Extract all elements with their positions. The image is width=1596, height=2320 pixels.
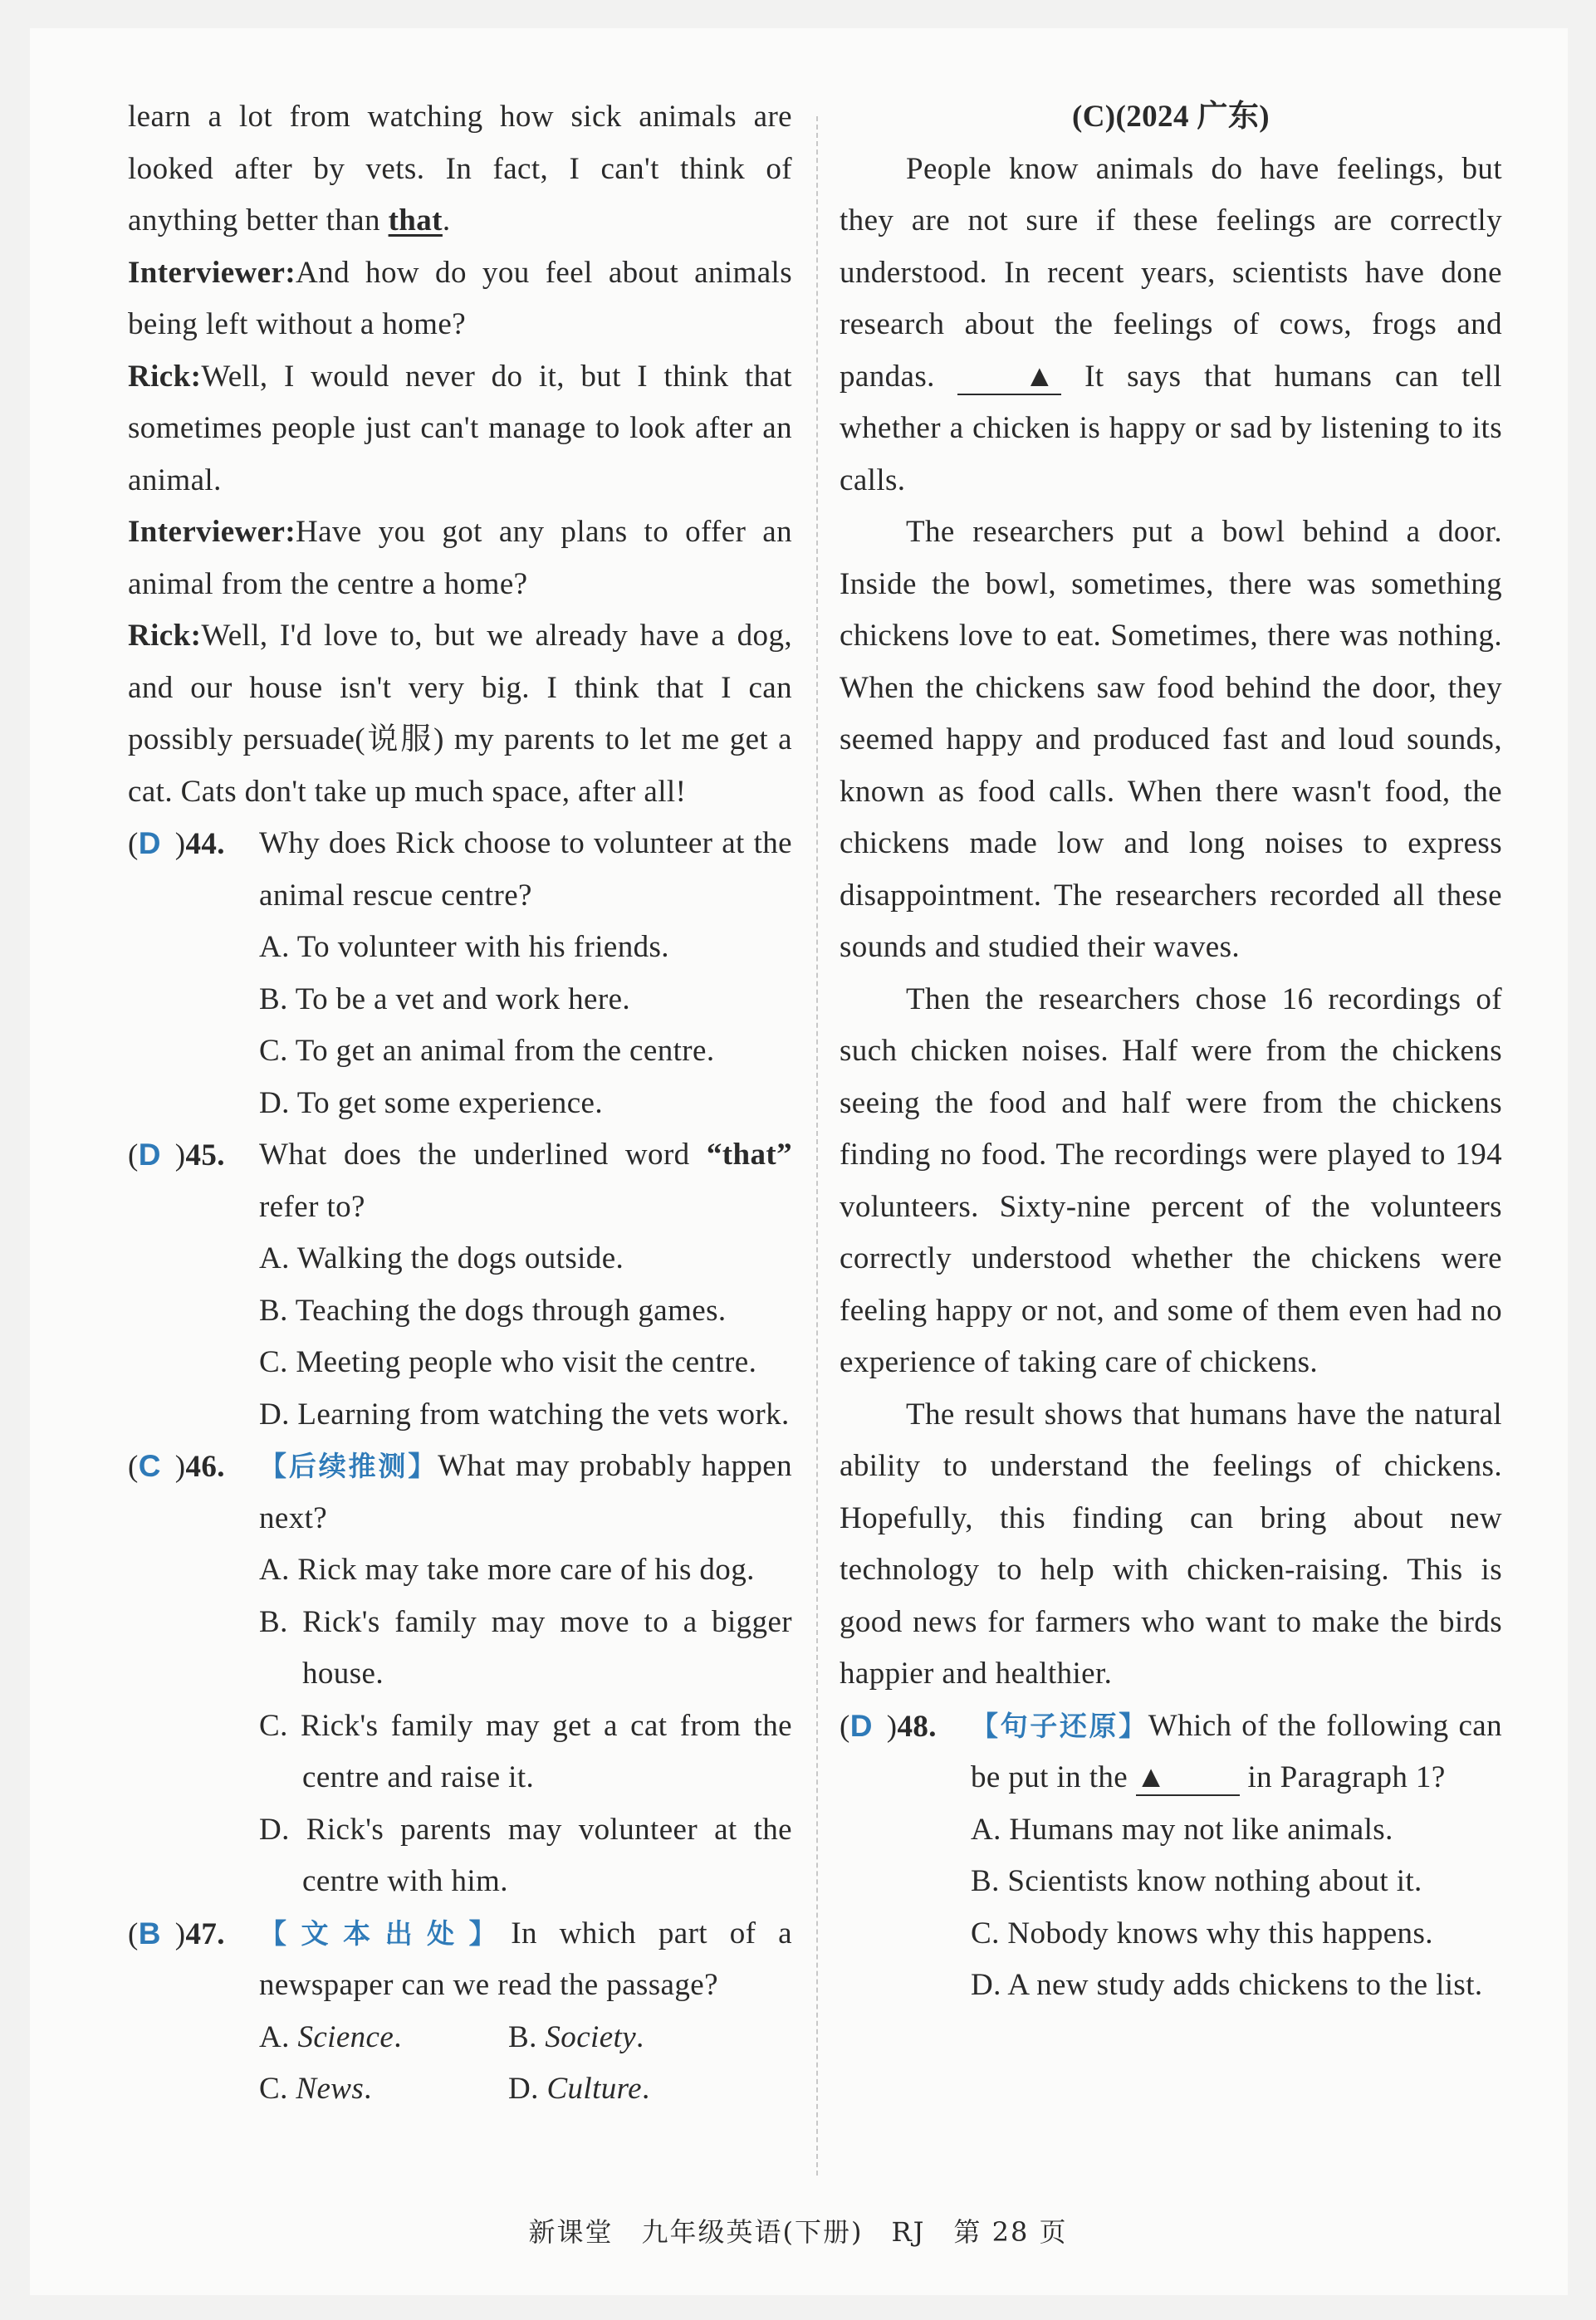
question-stem: What does the underlined word [259, 1138, 690, 1172]
option-dot: . [394, 2019, 402, 2054]
passage-paragraph-1 [840, 144, 1502, 507]
question-tag: 【后续推测】 [259, 1450, 438, 1482]
speaker-sep: : [190, 359, 202, 394]
dialogue-text: Well, I would never do it, but I think that sometimes people just can't manage to look after an animal. [128, 359, 792, 497]
question-46 [128, 1441, 792, 1544]
question-45 [128, 1129, 792, 1233]
option-a [259, 2012, 508, 2064]
question-number: 44. [185, 827, 225, 861]
speaker-label: Interviewer [128, 255, 286, 290]
option-c: C. Rick's family may get a cat from the centre and raise it. [259, 1708, 792, 1794]
option-letter: A. [259, 2019, 290, 2054]
option-a: A. Rick may take more care of his dog. [259, 1553, 755, 1587]
answer-letter: C [138, 1449, 161, 1483]
option-b: B. Teaching the dogs through games. [259, 1293, 727, 1328]
option-letter: C. [259, 2072, 288, 2106]
option-d: D. A new study adds chickens to the list. [971, 1968, 1483, 2002]
speaker-sep: : [285, 255, 296, 290]
question-44 [128, 818, 792, 922]
option-letter: D. [508, 2072, 539, 2106]
option-a: A. Walking the dogs outside. [259, 1241, 624, 1275]
option-b: B. Rick's family may move to a bigger house. [259, 1604, 792, 1691]
question-stem: Which of the following can be put in the [971, 1708, 1502, 1794]
option-row [128, 2063, 792, 2116]
right-column [840, 91, 1502, 2012]
paragraph-end: . [442, 203, 451, 237]
option-d: D. Rick's parents may volunteer at the centre with him. [259, 1812, 792, 1898]
answer-letter: D [849, 1708, 873, 1743]
speaker-sep: : [190, 619, 202, 653]
answer-bracket: (C )46. [128, 1441, 225, 1494]
paragraph-text: People know animals do have feelings, but they are not sure if these feelings are correctly understood. In recent years, scientists have done research about the feelings of cows, frogs and pandas. [840, 151, 1502, 394]
option-word: News [296, 2072, 365, 2106]
question-stem: In which part of a newspaper can we read the passage? [259, 1916, 792, 2002]
question-stem: What may probably happen next? [259, 1449, 793, 1535]
option-b [508, 2012, 757, 2064]
option-c: C. Meeting people who visit the centre. [259, 1345, 757, 1379]
option-word: Culture [546, 2072, 642, 2106]
dialogue-text: Have you got any plans to offer an animal from the centre a home? [128, 515, 792, 601]
answer-bracket: (B )47. [128, 1908, 225, 1961]
quoted-word: “that” [706, 1138, 792, 1172]
page-footer: 新课堂 九年级英语(下册) RJ 第 28 页 [528, 2216, 1068, 2248]
dialogue-text: And how do you feel about animals being left without a home? [128, 255, 792, 341]
question-number: 48. [897, 1709, 937, 1744]
speaker-sep: : [285, 515, 296, 549]
section-title: (C)(2024 广东) [1071, 100, 1270, 134]
answer-bracket: (D )44. [128, 818, 225, 871]
question-48 [840, 1701, 1502, 1804]
option-c: C. Nobody knows why this happens. [971, 1916, 1433, 1950]
option-b: B. To be a vet and work here. [259, 981, 631, 1016]
dialogue-line [128, 247, 792, 351]
question-stem-end: in Paragraph 1? [1247, 1760, 1446, 1794]
dialogue-text: Well, I'd love to, but we already have a dog, and our house isn't very big. I think that I can possibly persuade(说服) my parents to let me get a cat. Cats don't take up much space, after all! [128, 619, 792, 809]
answer-letter: D [138, 826, 161, 860]
column-divider [816, 116, 818, 2176]
option-word: Science [297, 2019, 394, 2054]
question-47 [128, 1908, 792, 2012]
option-d: D. Learning from watching the vets work. [259, 1397, 790, 1432]
option-row [128, 2012, 792, 2064]
option-letter: B. [508, 2019, 537, 2054]
paragraph-text: It says that humans can tell whether a chicken is happy or sad by listening to its calls. [840, 359, 1502, 497]
underlined-word: that [388, 203, 443, 237]
speaker-label: Rick [128, 619, 191, 653]
option-dot: . [636, 2019, 644, 2054]
paragraph-text: learn a lot from watching how sick animals are looked after by vets. In fact, I can't think of anything better than [128, 100, 792, 237]
passage-paragraph [128, 91, 792, 247]
option-b: B. Scientists know nothing about it. [971, 1864, 1422, 1898]
dialogue-line [128, 351, 792, 507]
question-stem: Why does Rick choose to volunteer at the animal rescue centre? [259, 826, 792, 913]
question-tag: 【句子还原】 [971, 1709, 1148, 1742]
option-a: A. To volunteer with his friends. [259, 930, 669, 964]
answer-letter: B [138, 1916, 161, 1950]
question-number: 47. [185, 1916, 225, 1951]
option-dot: . [364, 2072, 372, 2106]
left-column [128, 91, 792, 2116]
question-stem-end: refer to? [259, 1189, 365, 1224]
blank-marker: ▲ [957, 360, 1061, 395]
question-number: 46. [185, 1450, 225, 1484]
answer-letter: D [138, 1138, 161, 1172]
passage-paragraph-4: The result shows that humans have the natural ability to understand the feelings of chickens. Hopefully, this finding can bring about new technology to help with chicken-raising. This is good news for farmers who want to make the birds happier and healthier. [840, 1397, 1502, 1691]
option-c: C. To get an animal from the centre. [259, 1034, 715, 1068]
speaker-label: Interviewer [128, 515, 286, 549]
answer-bracket: (D )48. [840, 1701, 937, 1754]
dialogue-line [128, 507, 792, 610]
speaker-label: Rick [128, 359, 191, 394]
passage-paragraph-3: Then the researchers chose 16 recordings of such chicken noises. Half were from the chickens seeing the food and half were from the chickens finding no food. The recordings were played to 194 volunteers. Sixty-nine percent of the volunteers correctly understood whether the chickens were feeling happy or not, and some of them even had no experience of taking care of chickens. [840, 981, 1502, 1379]
dialogue-line [128, 610, 792, 818]
option-word: Society [545, 2019, 637, 2054]
option-d: D. To get some experience. [259, 1085, 603, 1120]
blank-marker: ▲ [1136, 1761, 1240, 1796]
answer-bracket: (D )45. [128, 1129, 225, 1182]
option-d [508, 2063, 757, 2116]
question-tag: 【文本出处】 [259, 1916, 512, 1950]
question-number: 45. [185, 1138, 225, 1172]
option-a: A. Humans may not like animals. [971, 1812, 1393, 1847]
option-c [259, 2063, 508, 2116]
passage-paragraph-2: The researchers put a bowl behind a door. Inside the bowl, sometimes, there was something chickens love to eat. Sometimes, there was nothing. When the chickens saw food behind the door, they seemed happy and produced fast and loud sounds, known as food calls. When there wasn't food, the chickens made low and long noises to express disappointment. The researchers recorded all these sounds and studied their waves. [840, 515, 1502, 964]
option-dot: . [641, 2072, 650, 2106]
